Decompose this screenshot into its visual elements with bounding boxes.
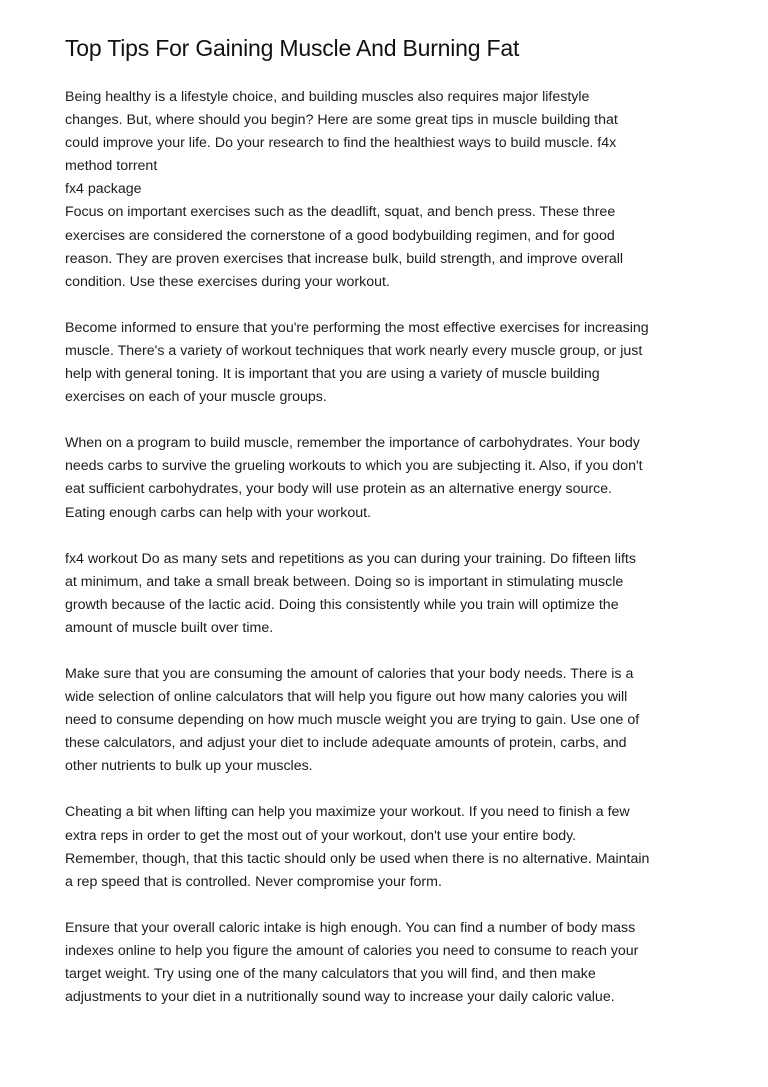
text-line: muscle. There's a variety of workout techniques that work nearly every muscle group, or just <box>65 342 643 359</box>
text-line: reason. They are proven exercises that increase bulk, build strength, and improve overall <box>65 250 624 267</box>
text-line: eat sufficient carbohydrates, your body will use protein as an alternative energy source. <box>65 481 613 498</box>
text-line: method torrent <box>65 158 158 175</box>
text-line: needs carbs to survive the grueling workouts to which you are subjecting it. Also, if you don't <box>65 458 643 475</box>
text-line: fx4 package <box>65 181 142 198</box>
paragraph-become-informed <box>65 317 713 409</box>
text-line: exercises on each of your muscle groups. <box>65 389 327 406</box>
text-line: extra reps in order to get the most out of your workout, don't use your entire body. <box>65 827 577 844</box>
text-line: Focus on important exercises such as the deadlift, squat, and bench press. These three <box>65 204 616 221</box>
text-line: Cheating a bit when lifting can help you maximize your workout. If you need to finish a few <box>65 804 630 821</box>
text-line: condition. Use these exercises during your workout. <box>65 273 390 290</box>
text-line: other nutrients to bulk up your muscles. <box>65 758 313 775</box>
text-line: wide selection of online calculators that will help you figure out how many calories you will <box>65 689 628 706</box>
paragraph-focus-exercises <box>65 201 713 293</box>
text-line: Remember, though, that this tactic should only be used when there is no alternative. Maintain <box>65 850 650 867</box>
text-line: Being healthy is a lifestyle choice, and building muscles also requires major lifestyle <box>65 89 590 105</box>
text-line: these calculators, and adjust your diet to include adequate amounts of protein, carbs, and <box>65 735 627 752</box>
paragraph-carbohydrates <box>65 432 713 524</box>
text-line: amount of muscle built over time. <box>65 619 274 636</box>
paragraph-calories <box>65 663 713 778</box>
paragraph-sets-repetitions <box>65 548 713 640</box>
text-line: indexes online to help you figure the amount of calories you need to consume to reach your <box>65 942 639 959</box>
text-line: a rep speed that is controlled. Never compromise your form. <box>65 873 442 890</box>
article-body <box>65 86 713 1032</box>
paragraph-cheating <box>65 801 713 893</box>
text-line: exercises are considered the cornerstone of a good bodybuilding regimen, and for good <box>65 227 615 244</box>
text-line: Make sure that you are consuming the amount of calories that your body needs. There is a <box>65 665 634 682</box>
text-line: help with general toning. It is important that you are using a variety of muscle building <box>65 366 600 383</box>
page-title: Top Tips For Gaining Muscle And Burning Fat <box>65 35 520 61</box>
text-line: Ensure that your overall caloric intake is high enough. You can find a number of body mass <box>65 919 636 936</box>
paragraph-intro <box>65 86 713 178</box>
text-line: When on a program to build muscle, remember the importance of carbohydrates. Your body <box>65 435 640 452</box>
text-line: Eating enough carbs can help with your workout. <box>65 504 372 521</box>
text-line: could improve your life. Do your research to find the healthiest ways to build muscle. f4x <box>65 135 617 152</box>
text-line: need to consume depending on how much muscle weight you are trying to gain. Use one of <box>65 712 640 729</box>
text-line: adjustments to your diet in a nutritionally sound way to increase your daily caloric value. <box>65 989 615 1006</box>
text-line: target weight. Try using one of the many calculators that you will find, and then make <box>65 966 596 982</box>
paragraph-package <box>65 178 713 201</box>
text-line: fx4 workout Do as many sets and repetitions as you can during your training. Do fifteen lifts <box>65 550 636 567</box>
text-line: changes. But, where should you begin? Here are some great tips in muscle building that <box>65 112 618 129</box>
text-line: at minimum, and take a small break between. Doing so is important in stimulating muscle <box>65 573 624 590</box>
text-line: Become informed to ensure that you're performing the most effective exercises for increasing <box>65 319 649 336</box>
paragraph-caloric-intake <box>65 917 713 1009</box>
text-line: growth because of the lactic acid. Doing this consistently while you train will optimize the <box>65 596 619 613</box>
